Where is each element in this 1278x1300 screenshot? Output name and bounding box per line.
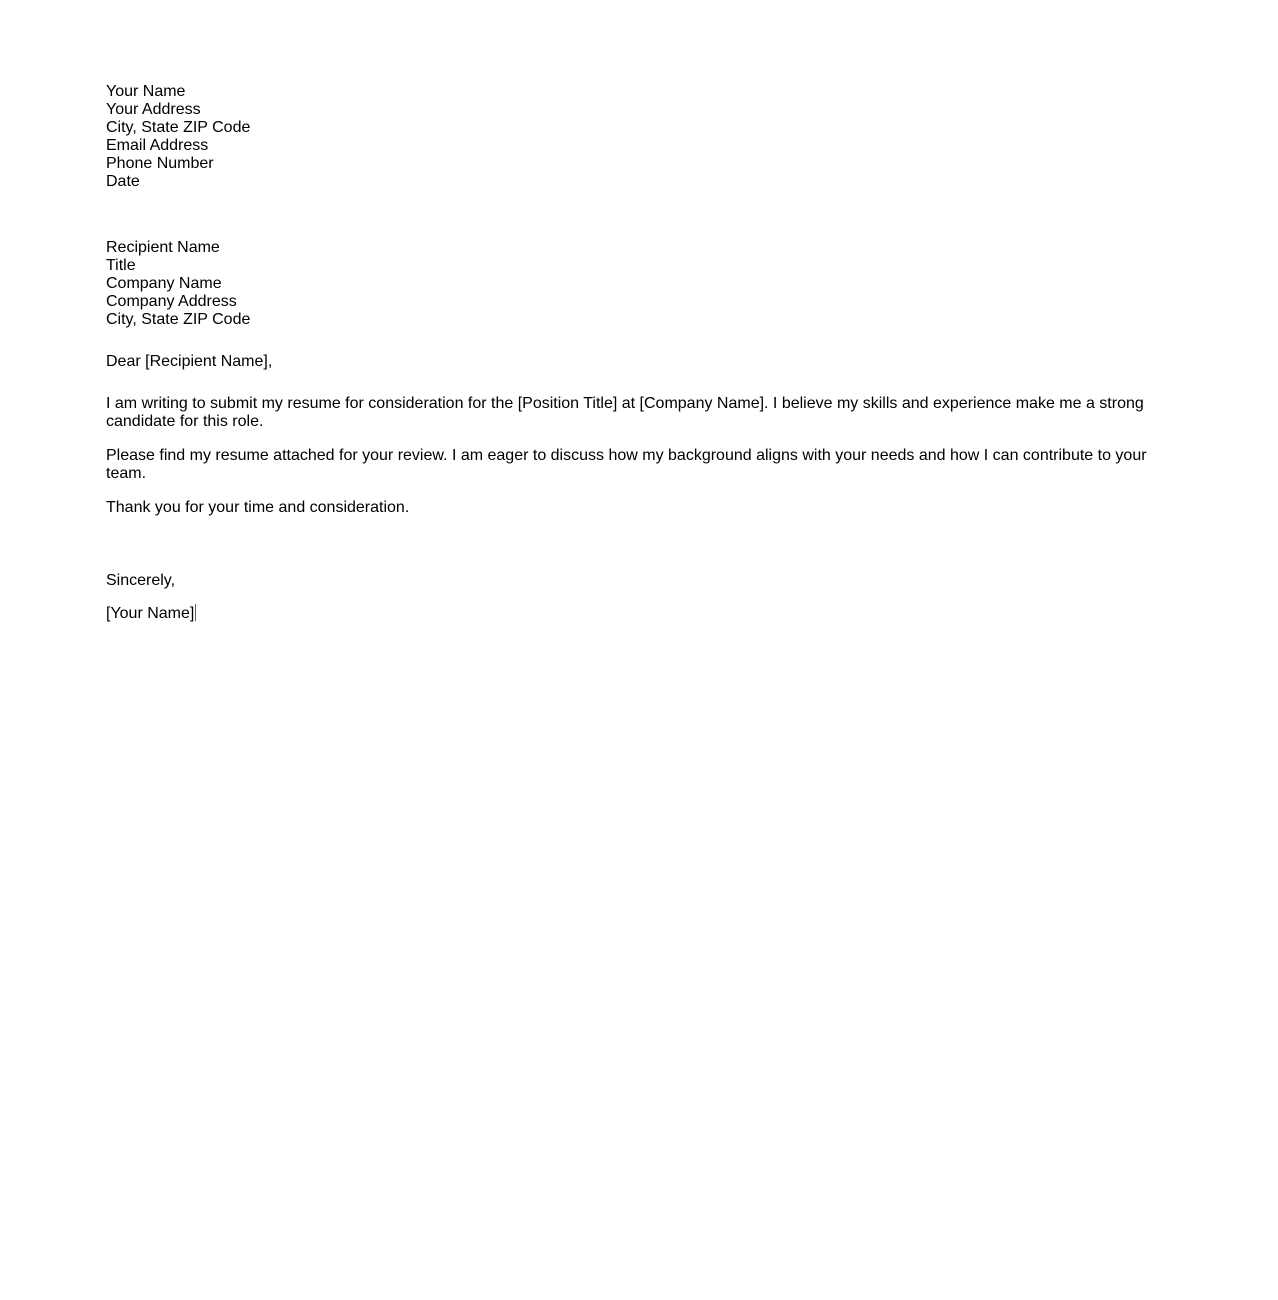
sender-name: Your Name: [106, 83, 186, 100]
recipient-city-state-zip: City, State ZIP Code: [106, 311, 251, 328]
spacer: [106, 191, 1156, 239]
sender-address: Your Address: [106, 101, 201, 118]
letter-document[interactable]: [106, 83, 1156, 623]
text-cursor: [195, 604, 196, 621]
sender-phone: Phone Number: [106, 155, 214, 172]
letter-date: Date: [106, 173, 140, 190]
body-paragraph-2: Please find my resume attached for your review. I am eager to discuss how my background aligns with your needs and how I can contribute to your team.: [106, 447, 1147, 482]
signature: [Your Name]: [106, 605, 195, 622]
recipient-block: [106, 239, 1156, 329]
body-paragraph-3: Thank you for your time and consideration.: [106, 499, 410, 516]
recipient-company: Company Name: [106, 275, 222, 292]
recipient-company-address: Company Address: [106, 293, 237, 310]
recipient-title: Title: [106, 257, 136, 274]
recipient-name: Recipient Name: [106, 239, 220, 256]
closing: Sincerely,: [106, 572, 176, 589]
body-paragraph-1: I am writing to submit my resume for consideration for the [Position Title] at [Company Name]. I believe my skills and experience make me a strong candidate for this role.: [106, 395, 1144, 430]
signature-line: [106, 604, 1156, 623]
sender-block: [106, 83, 1156, 191]
salutation: Dear [Recipient Name],: [106, 353, 273, 370]
sender-email: Email Address: [106, 137, 209, 154]
sender-city-state-zip: City, State ZIP Code: [106, 119, 251, 136]
